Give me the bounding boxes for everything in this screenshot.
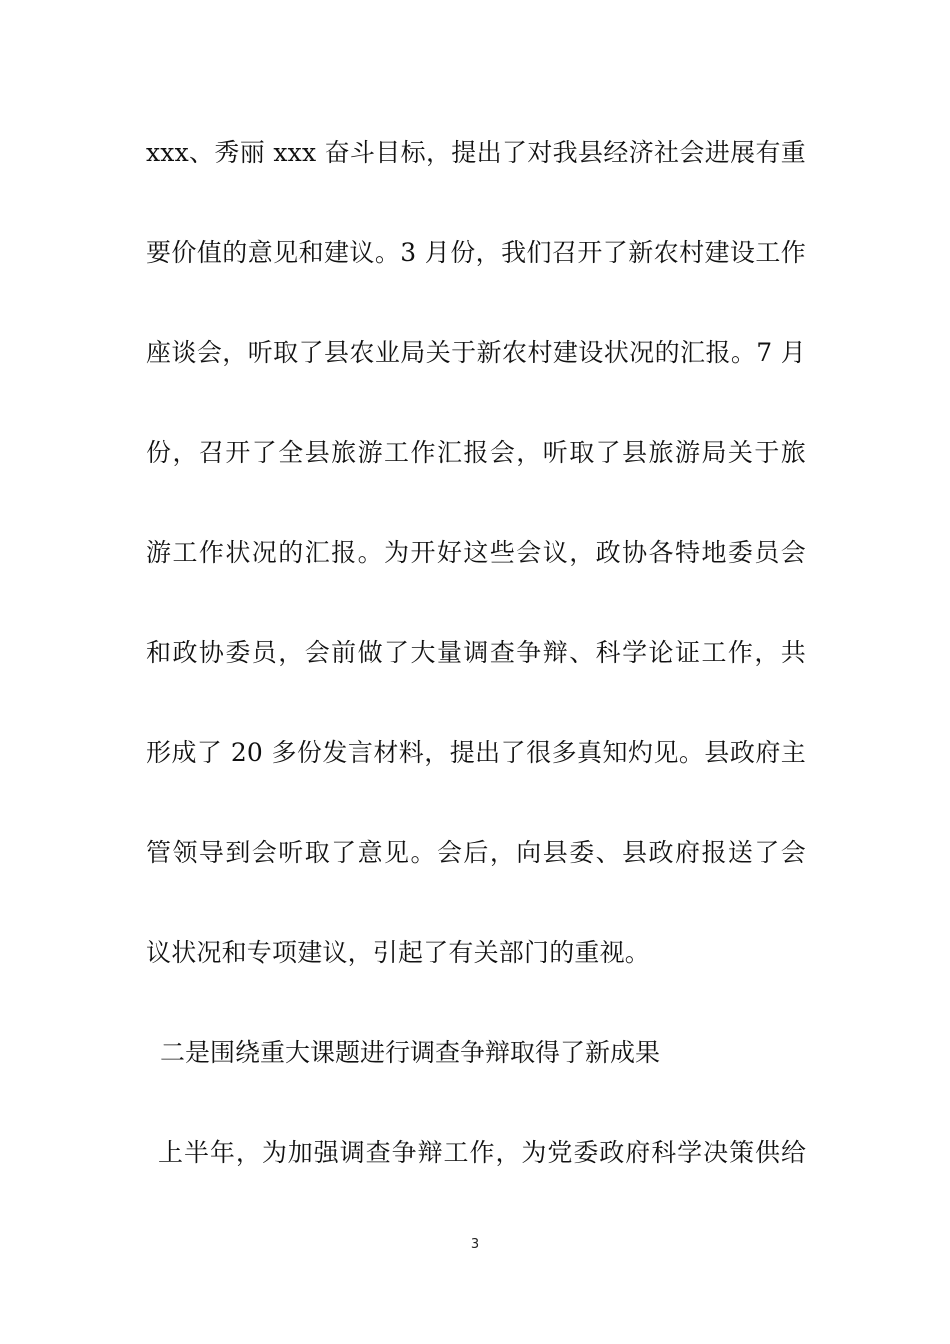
section-heading: 二是围绕重大课题进行调查争辩取得了新成果 [160, 1038, 661, 1067]
body-text-line: 和政协委员，会前做了大量调查争辩、科学论证工作，共 [146, 638, 806, 667]
body-text-line: 议状况和专项建议，引起了有关部门的重视。 [146, 938, 651, 967]
body-text-line: 份，召开了全县旅游工作汇报会，听取了县旅游局关于旅 [146, 438, 806, 467]
body-text-line: 上半年，为加强调查争辩工作，为党委政府科学决策供给 [158, 1138, 806, 1167]
body-text-line: 座谈会，听取了县农业局关于新农村建设状况的汇报。7 月 [146, 338, 806, 367]
body-text-line: 要价值的意见和建议。3 月份，我们召开了新农村建设工作 [146, 238, 806, 267]
body-text-line: 管领导到会听取了意见。会后，向县委、县政府报送了会 [146, 838, 806, 867]
body-text-line: 游工作状况的汇报。为开好这些会议，政协各特地委员会 [146, 538, 806, 567]
page-number: 3 [470, 1237, 480, 1252]
body-text-line: xxx、秀丽 xxx 奋斗目标，提出了对我县经济社会进展有重 [146, 138, 806, 167]
body-text-line: 形成了 20 多份发言材料，提出了很多真知灼见。县政府主 [146, 738, 806, 767]
